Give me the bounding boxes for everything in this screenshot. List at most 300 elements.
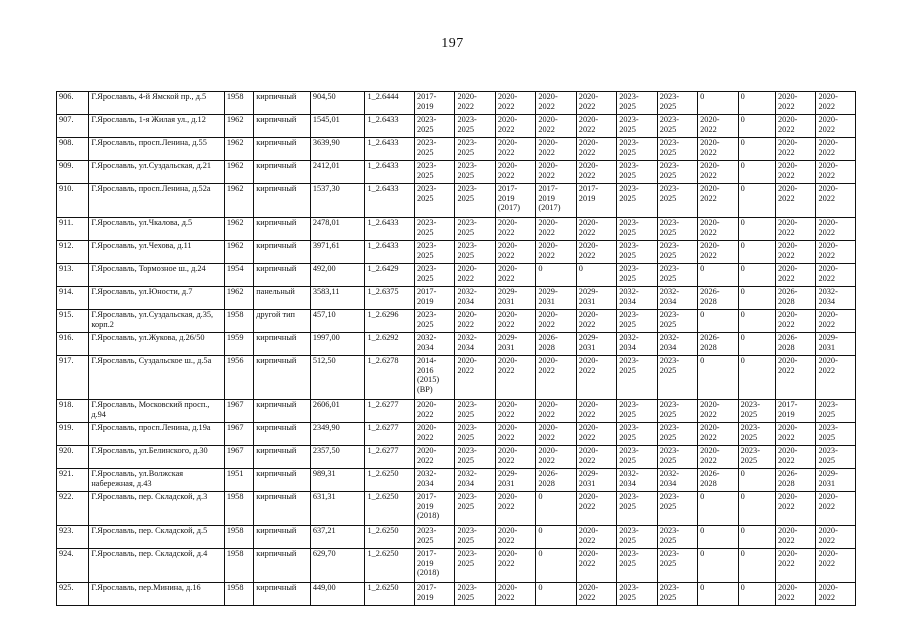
rate-code-cell: 1_2.6429	[365, 264, 415, 287]
year-built-cell: 1954	[224, 264, 253, 287]
work-period-cell: 2029-2031	[816, 469, 856, 492]
year-built-cell: 1958	[224, 492, 253, 526]
work-period-cell: 2032-2034	[414, 469, 454, 492]
work-period-cell: 2020-2022	[816, 583, 856, 606]
table-row	[57, 492, 856, 526]
work-period-cell: 2023-2025	[617, 161, 657, 184]
work-period-cell: 2023-2025	[816, 446, 856, 469]
work-period-cell: 2020-2022	[495, 423, 535, 446]
work-period-cell: 0	[536, 492, 576, 526]
row-number-cell: 909.	[57, 161, 89, 184]
address-cell: Г.Ярославль, просп.Ленина, д.55	[89, 138, 225, 161]
work-period-cell: 2020-2022	[495, 549, 535, 583]
work-period-cell: 2020-2022	[455, 310, 495, 333]
work-period-cell: 2026-2028	[698, 333, 738, 356]
work-period-cell: 2020-2022	[776, 264, 816, 287]
work-period-cell: 2020-2022	[495, 115, 535, 138]
work-period-cell: 2020-2022	[816, 161, 856, 184]
table-row	[57, 92, 856, 115]
work-period-cell: 2023-2025	[414, 184, 454, 218]
work-period-cell: 0	[698, 92, 738, 115]
work-period-cell: 2020-2022	[414, 400, 454, 423]
table-row	[57, 161, 856, 184]
work-period-cell: 2026-2028	[698, 287, 738, 310]
row-number-cell: 924.	[57, 549, 89, 583]
area-cell: 512,50	[310, 356, 365, 400]
wall-material-cell: кирпичный	[254, 446, 311, 469]
work-period-cell: 2023-2025	[455, 241, 495, 264]
work-period-cell: 2026-2028	[776, 469, 816, 492]
rate-code-cell: 1_2.6277	[365, 423, 415, 446]
work-period-cell: 2020-2022	[576, 218, 616, 241]
rate-code-cell: 1_2.6444	[365, 92, 415, 115]
work-period-cell: 2020-2022	[536, 218, 576, 241]
work-period-cell: 2020-2022	[495, 583, 535, 606]
address-cell: Г.Ярославль, просп.Ленина, д.19а	[89, 423, 225, 446]
address-cell: Г.Ярославль, 4-й Ямской пр., д.5	[89, 92, 225, 115]
address-cell: Г.Ярославль, Тормозное ш., д.24	[89, 264, 225, 287]
row-number-cell: 918.	[57, 400, 89, 423]
rate-code-cell: 1_2.6250	[365, 549, 415, 583]
work-period-cell: 2020-2022	[414, 423, 454, 446]
wall-material-cell: кирпичный	[254, 241, 311, 264]
area-cell: 3583,11	[310, 287, 365, 310]
year-built-cell: 1956	[224, 356, 253, 400]
area-cell: 1545,01	[310, 115, 365, 138]
rate-code-cell: 1_2.6277	[365, 446, 415, 469]
work-period-cell: 2020-2022	[495, 241, 535, 264]
work-period-cell: 0	[738, 549, 775, 583]
work-period-cell: 2029-2031	[816, 333, 856, 356]
wall-material-cell: кирпичный	[254, 423, 311, 446]
work-period-cell: 2023-2025	[657, 115, 697, 138]
work-period-cell: 2023-2025	[617, 549, 657, 583]
work-period-cell: 2020-2022	[816, 138, 856, 161]
work-period-cell: 2023-2025	[455, 184, 495, 218]
work-period-cell: 2020-2022	[576, 400, 616, 423]
area-cell: 1997,00	[310, 333, 365, 356]
work-period-cell: 2032-2034	[455, 287, 495, 310]
work-period-cell: 2029-2031	[495, 333, 535, 356]
work-period-cell: 2020-2022	[776, 526, 816, 549]
work-period-cell: 2020-2022	[495, 526, 535, 549]
work-period-cell: 2032-2034	[414, 333, 454, 356]
work-period-cell: 2020-2022	[816, 356, 856, 400]
work-period-cell: 2023-2025	[617, 241, 657, 264]
wall-material-cell: панельный	[254, 287, 311, 310]
year-built-cell: 1967	[224, 400, 253, 423]
work-period-cell: 2032-2034	[816, 287, 856, 310]
rate-code-cell: 1_2.6250	[365, 469, 415, 492]
year-built-cell: 1967	[224, 423, 253, 446]
work-period-cell: 2023-2025	[414, 115, 454, 138]
work-period-cell: 2026-2028	[536, 333, 576, 356]
address-cell: Г.Ярославль, пер. Складской, д.3	[89, 492, 225, 526]
work-period-cell: 2020-2022	[495, 446, 535, 469]
year-built-cell: 1962	[224, 115, 253, 138]
year-built-cell: 1959	[224, 333, 253, 356]
area-cell: 3971,61	[310, 241, 365, 264]
work-period-cell: 0	[698, 264, 738, 287]
work-period-cell: 2029-2031	[495, 469, 535, 492]
work-period-cell: 2020-2022	[495, 310, 535, 333]
rate-code-cell: 1_2.6433	[365, 241, 415, 264]
wall-material-cell: кирпичный	[254, 526, 311, 549]
work-period-cell: 2020-2022	[536, 446, 576, 469]
work-period-cell: 2020-2022	[776, 310, 816, 333]
work-period-cell: 2029-2031	[576, 287, 616, 310]
row-number-cell: 910.	[57, 184, 89, 218]
work-period-cell: 2017-2019 (2018)	[414, 492, 454, 526]
work-period-cell: 2020-2022	[698, 218, 738, 241]
work-period-cell: 2023-2025	[617, 446, 657, 469]
work-period-cell: 2020-2022	[495, 161, 535, 184]
work-period-cell: 0	[738, 333, 775, 356]
work-period-cell: 2023-2025	[455, 161, 495, 184]
work-period-cell: 2023-2025	[455, 583, 495, 606]
work-period-cell: 2020-2022	[536, 241, 576, 264]
work-period-cell: 2023-2025	[455, 115, 495, 138]
rate-code-cell: 1_2.6375	[365, 287, 415, 310]
table-row	[57, 423, 856, 446]
work-period-cell: 2026-2028	[776, 333, 816, 356]
work-period-cell: 2020-2022	[698, 138, 738, 161]
work-period-cell: 0	[738, 310, 775, 333]
row-number-cell: 914.	[57, 287, 89, 310]
work-period-cell: 2026-2028	[698, 469, 738, 492]
row-number-cell: 906.	[57, 92, 89, 115]
work-period-cell: 2023-2025	[617, 184, 657, 218]
work-period-cell: 2023-2025	[414, 526, 454, 549]
work-period-cell: 2020-2022	[776, 218, 816, 241]
rate-code-cell: 1_2.6250	[365, 526, 415, 549]
table-row	[57, 549, 856, 583]
row-number-cell: 916.	[57, 333, 89, 356]
work-period-cell: 2023-2025	[657, 241, 697, 264]
wall-material-cell: другой тип	[254, 310, 311, 333]
work-period-cell: 2020-2022	[495, 400, 535, 423]
wall-material-cell: кирпичный	[254, 115, 311, 138]
work-period-cell: 2023-2025	[657, 138, 697, 161]
work-period-cell: 2023-2025	[617, 356, 657, 400]
table-row	[57, 184, 856, 218]
work-period-cell: 2020-2022	[495, 138, 535, 161]
work-period-cell: 2020-2022	[576, 423, 616, 446]
address-cell: Г.Ярославль, пер.Минина, д.16	[89, 583, 225, 606]
work-period-cell: 2032-2034	[657, 287, 697, 310]
year-built-cell: 1962	[224, 241, 253, 264]
work-period-cell: 2020-2022	[536, 356, 576, 400]
work-period-cell: 2023-2025	[657, 218, 697, 241]
work-period-cell: 0	[738, 583, 775, 606]
work-period-cell: 2020-2022	[576, 549, 616, 583]
work-period-cell: 0	[698, 583, 738, 606]
area-cell: 629,70	[310, 549, 365, 583]
work-period-cell: 2023-2025	[657, 184, 697, 218]
address-cell: Г.Ярославль, Суздальское ш., д.5а	[89, 356, 225, 400]
row-number-cell: 913.	[57, 264, 89, 287]
year-built-cell: 1958	[224, 92, 253, 115]
address-cell: Г.Ярославль, ул.Волжская набережная, д.43	[89, 469, 225, 492]
work-period-cell: 2023-2025	[617, 218, 657, 241]
work-period-cell: 2020-2022	[776, 184, 816, 218]
work-period-cell: 0	[738, 492, 775, 526]
work-period-cell: 2023-2025	[816, 423, 856, 446]
work-period-cell: 0	[738, 241, 775, 264]
area-cell: 1537,30	[310, 184, 365, 218]
address-cell: Г.Ярославль, ул.Белинского, д.30	[89, 446, 225, 469]
row-number-cell: 911.	[57, 218, 89, 241]
work-period-cell: 2032-2034	[617, 287, 657, 310]
row-number-cell: 923.	[57, 526, 89, 549]
wall-material-cell: кирпичный	[254, 333, 311, 356]
address-cell: Г.Ярославль, просп.Ленина, д.52а	[89, 184, 225, 218]
work-period-cell: 2029-2031	[536, 287, 576, 310]
work-period-cell: 2023-2025	[657, 526, 697, 549]
work-period-cell: 2020-2022	[576, 356, 616, 400]
work-period-cell: 2023-2025	[617, 526, 657, 549]
work-period-cell: 0	[738, 92, 775, 115]
work-period-cell: 2020-2022	[536, 161, 576, 184]
work-period-cell: 2032-2034	[657, 469, 697, 492]
table-row	[57, 241, 856, 264]
work-period-cell: 0	[738, 356, 775, 400]
rate-code-cell: 1_2.6278	[365, 356, 415, 400]
row-number-cell: 919.	[57, 423, 89, 446]
work-period-cell: 0	[698, 310, 738, 333]
work-period-cell: 0	[698, 549, 738, 583]
area-cell: 904,50	[310, 92, 365, 115]
work-period-cell: 2029-2031	[576, 469, 616, 492]
work-period-cell: 2020-2022	[455, 356, 495, 400]
work-period-cell: 2026-2028	[776, 287, 816, 310]
address-cell: Г.Ярославль, ул.Суздальская, д.35, корп.2	[89, 310, 225, 333]
work-period-cell: 0	[698, 526, 738, 549]
work-period-cell: 2020-2022	[698, 184, 738, 218]
work-period-cell: 2020-2022	[536, 400, 576, 423]
work-period-cell: 2023-2025	[414, 264, 454, 287]
work-period-cell: 2020-2022	[576, 115, 616, 138]
row-number-cell: 915.	[57, 310, 89, 333]
area-cell: 492,00	[310, 264, 365, 287]
year-built-cell: 1962	[224, 287, 253, 310]
row-number-cell: 921.	[57, 469, 89, 492]
work-period-cell: 0	[576, 264, 616, 287]
work-period-cell: 2023-2025	[617, 310, 657, 333]
work-period-cell: 0	[738, 138, 775, 161]
work-period-cell: 2020-2022	[576, 138, 616, 161]
area-cell: 637,21	[310, 526, 365, 549]
table-row	[57, 310, 856, 333]
row-number-cell: 920.	[57, 446, 89, 469]
address-cell: Г.Ярославль, ул.Чкалова, д.5	[89, 218, 225, 241]
address-cell: Г.Ярославль, ул.Жукова, д.26/50	[89, 333, 225, 356]
work-period-cell: 2020-2022	[576, 526, 616, 549]
work-period-cell: 2020-2022	[776, 161, 816, 184]
work-period-cell: 2020-2022	[816, 526, 856, 549]
area-cell: 2349,90	[310, 423, 365, 446]
area-cell: 989,31	[310, 469, 365, 492]
table-row	[57, 356, 856, 400]
wall-material-cell: кирпичный	[254, 138, 311, 161]
table-row	[57, 526, 856, 549]
work-period-cell: 2020-2022	[576, 492, 616, 526]
work-period-cell: 2023-2025	[455, 492, 495, 526]
work-period-cell: 2020-2022	[776, 356, 816, 400]
work-period-cell: 2023-2025	[414, 218, 454, 241]
wall-material-cell: кирпичный	[254, 400, 311, 423]
work-period-cell: 0	[738, 115, 775, 138]
work-period-cell: 2023-2025	[455, 446, 495, 469]
work-period-cell: 2020-2022	[816, 492, 856, 526]
work-period-cell: 2017-2019 (2018)	[414, 549, 454, 583]
address-cell: Г.Ярославль, ул.Чехова, д.11	[89, 241, 225, 264]
work-period-cell: 2023-2025	[657, 446, 697, 469]
work-period-cell: 2020-2022	[576, 92, 616, 115]
housing-register-table	[56, 91, 856, 606]
work-period-cell: 2020-2022	[776, 241, 816, 264]
work-period-cell: 2023-2025	[617, 583, 657, 606]
work-period-cell: 2020-2022	[698, 241, 738, 264]
work-period-cell: 2023-2025	[657, 423, 697, 446]
table-row	[57, 138, 856, 161]
work-period-cell: 2017-2019	[414, 92, 454, 115]
rate-code-cell: 1_2.6433	[365, 115, 415, 138]
wall-material-cell: кирпичный	[254, 492, 311, 526]
area-cell: 2357,50	[310, 446, 365, 469]
work-period-cell: 2020-2022	[776, 549, 816, 583]
rate-code-cell: 1_2.6292	[365, 333, 415, 356]
table-row	[57, 400, 856, 423]
work-period-cell: 2020-2022	[776, 492, 816, 526]
work-period-cell: 2023-2025	[657, 310, 697, 333]
work-period-cell: 2020-2022	[816, 218, 856, 241]
work-period-cell: 2020-2022	[698, 446, 738, 469]
work-period-cell: 2020-2022	[455, 264, 495, 287]
work-period-cell: 2023-2025	[657, 264, 697, 287]
work-period-cell: 2020-2022	[816, 184, 856, 218]
work-period-cell: 2032-2034	[617, 469, 657, 492]
address-cell: Г.Ярославль, ул.Суздальская, д.21	[89, 161, 225, 184]
work-period-cell: 2023-2025	[657, 583, 697, 606]
year-built-cell: 1967	[224, 446, 253, 469]
work-period-cell: 2017-2019	[776, 400, 816, 423]
rate-code-cell: 1_2.6277	[365, 400, 415, 423]
work-period-cell: 2023-2025	[657, 356, 697, 400]
work-period-cell: 2020-2022	[536, 92, 576, 115]
work-period-cell: 2029-2031	[576, 333, 616, 356]
area-cell: 2478,01	[310, 218, 365, 241]
work-period-cell: 0	[738, 469, 775, 492]
work-period-cell: 2020-2022	[776, 583, 816, 606]
area-cell: 2606,01	[310, 400, 365, 423]
work-period-cell: 2020-2022	[698, 423, 738, 446]
table-row	[57, 287, 856, 310]
address-cell: Г.Ярославль, пер. Складской, д.4	[89, 549, 225, 583]
rate-code-cell: 1_2.6250	[365, 492, 415, 526]
work-period-cell: 2023-2025	[617, 400, 657, 423]
work-period-cell: 2023-2025	[455, 400, 495, 423]
work-period-cell: 2020-2022	[576, 583, 616, 606]
work-period-cell: 0	[738, 184, 775, 218]
work-period-cell: 2017-2019 (2017)	[536, 184, 576, 218]
work-period-cell: 2023-2025	[657, 549, 697, 583]
work-period-cell: 2023-2025	[657, 400, 697, 423]
work-period-cell: 2026-2028	[536, 469, 576, 492]
area-cell: 631,31	[310, 492, 365, 526]
work-period-cell: 2020-2022	[495, 356, 535, 400]
work-period-cell: 2017-2019	[414, 287, 454, 310]
address-cell: Г.Ярославль, Московский просп., д.94	[89, 400, 225, 423]
work-period-cell: 2020-2022	[495, 92, 535, 115]
work-period-cell: 0	[738, 161, 775, 184]
rate-code-cell: 1_2.6433	[365, 138, 415, 161]
work-period-cell: 2020-2022	[495, 264, 535, 287]
year-built-cell: 1962	[224, 218, 253, 241]
year-built-cell: 1958	[224, 310, 253, 333]
work-period-cell: 2020-2022	[576, 241, 616, 264]
work-period-cell: 2023-2025	[617, 423, 657, 446]
rate-code-cell: 1_2.6433	[365, 218, 415, 241]
row-number-cell: 917.	[57, 356, 89, 400]
work-period-cell: 2023-2025	[455, 218, 495, 241]
year-built-cell: 1962	[224, 184, 253, 218]
year-built-cell: 1951	[224, 469, 253, 492]
rate-code-cell: 1_2.6433	[365, 184, 415, 218]
work-period-cell: 2020-2022	[776, 92, 816, 115]
work-period-cell: 0	[698, 492, 738, 526]
work-period-cell: 2020-2022	[495, 218, 535, 241]
work-period-cell: 2017-2019	[414, 583, 454, 606]
work-period-cell: 2023-2025	[657, 492, 697, 526]
work-period-cell: 2032-2034	[455, 333, 495, 356]
wall-material-cell: кирпичный	[254, 583, 311, 606]
table-row	[57, 583, 856, 606]
table-row	[57, 446, 856, 469]
wall-material-cell: кирпичный	[254, 92, 311, 115]
table-row	[57, 333, 856, 356]
year-built-cell: 1958	[224, 526, 253, 549]
row-number-cell: 912.	[57, 241, 89, 264]
work-period-cell: 0	[536, 526, 576, 549]
work-period-cell: 2023-2025	[617, 264, 657, 287]
work-period-cell: 0	[536, 549, 576, 583]
work-period-cell: 2023-2025	[455, 549, 495, 583]
year-built-cell: 1962	[224, 161, 253, 184]
work-period-cell: 2023-2025	[414, 161, 454, 184]
row-number-cell: 908.	[57, 138, 89, 161]
table-row	[57, 264, 856, 287]
work-period-cell: 0	[738, 526, 775, 549]
work-period-cell: 2020-2022	[816, 264, 856, 287]
work-period-cell: 2020-2022	[776, 423, 816, 446]
work-period-cell: 2023-2025	[455, 138, 495, 161]
work-period-cell: 2020-2022	[816, 241, 856, 264]
work-period-cell: 2020-2022	[536, 423, 576, 446]
work-period-cell: 2020-2022	[576, 310, 616, 333]
row-number-cell: 922.	[57, 492, 89, 526]
wall-material-cell: кирпичный	[254, 356, 311, 400]
work-period-cell: 2032-2034	[617, 333, 657, 356]
work-period-cell: 2020-2022	[495, 492, 535, 526]
work-period-cell: 2023-2025	[455, 526, 495, 549]
wall-material-cell: кирпичный	[254, 218, 311, 241]
work-period-cell: 2023-2025	[617, 115, 657, 138]
work-period-cell: 2023-2025	[455, 423, 495, 446]
work-period-cell: 2020-2022	[698, 161, 738, 184]
work-period-cell: 2023-2025	[738, 423, 775, 446]
table-row	[57, 469, 856, 492]
